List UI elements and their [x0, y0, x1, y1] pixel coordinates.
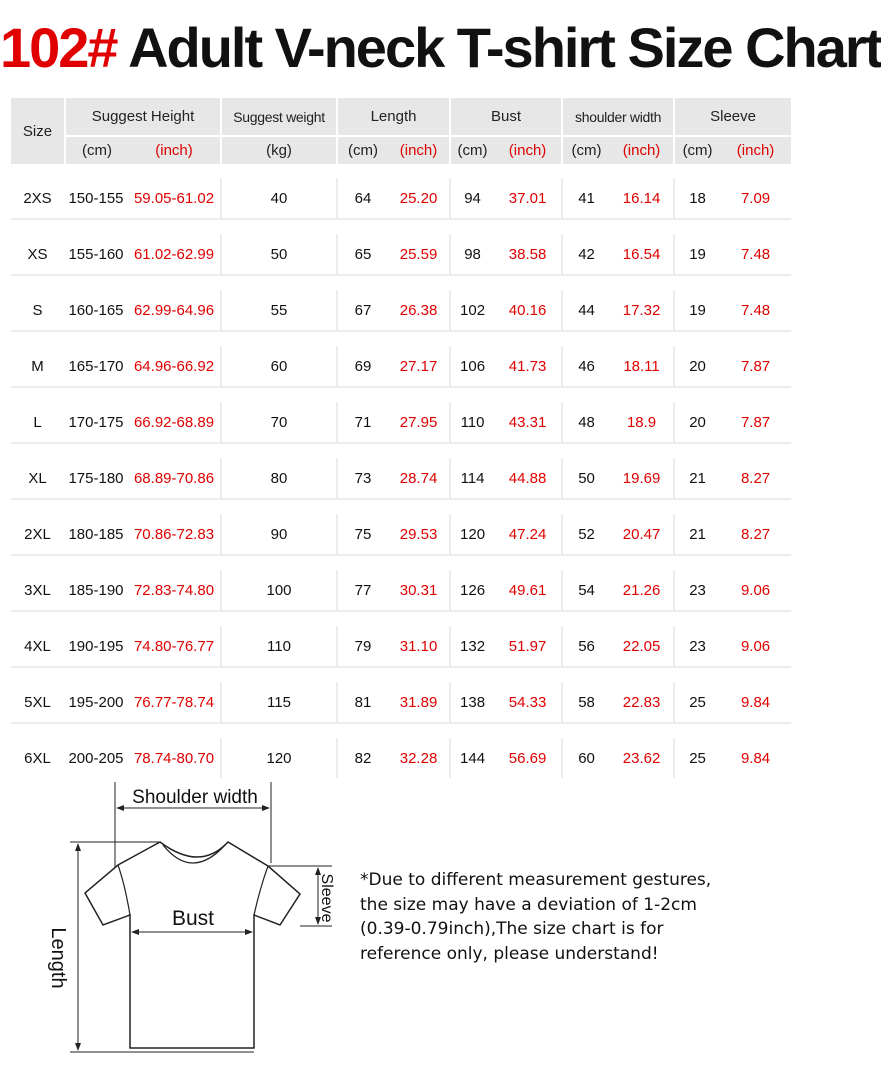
value-cell: 7.87: [740, 413, 771, 431]
value-cell: 54: [561, 570, 610, 610]
value-cell: 41.73: [508, 357, 547, 375]
value-cell: 144: [449, 738, 494, 778]
size-cell: M: [31, 357, 44, 375]
value-cell: 31.89: [399, 693, 438, 711]
value-cell: 79: [336, 626, 388, 666]
size-cell: 3XL: [24, 581, 51, 599]
size-chart-table: [11, 98, 791, 778]
value-cell: 37.01: [508, 189, 547, 207]
header-size: Size: [11, 98, 64, 164]
value-cell: 46: [561, 346, 610, 386]
value-cell: 82: [336, 738, 388, 778]
value-cell: 66.92-68.89: [133, 413, 215, 431]
note-line: (0.39-0.79inch),The size chart is for: [360, 919, 664, 939]
unit-inch: (inch): [720, 135, 791, 164]
value-cell: 26.38: [399, 301, 438, 319]
shoulder-width-label: Shoulder width: [132, 787, 258, 808]
value-cell: 52: [561, 514, 610, 554]
value-cell: 170-175: [68, 413, 124, 431]
value-cell: 110: [449, 402, 494, 442]
size-cell: 2XL: [24, 525, 51, 543]
note-line: the size may have a deviation of 1-2cm: [360, 894, 697, 915]
value-cell: 50: [561, 458, 610, 498]
size-cell: S: [32, 301, 43, 319]
value-cell: 100: [220, 570, 336, 610]
value-cell: 32.28: [399, 749, 438, 767]
value-cell: 185-190: [68, 581, 124, 599]
size-cell: 6XL: [24, 749, 51, 767]
value-cell: 9.06: [740, 581, 771, 599]
value-cell: 115: [220, 682, 336, 722]
unit-cm: (cm): [336, 135, 388, 164]
value-cell: 60: [220, 346, 336, 386]
value-cell: 44.88: [508, 469, 547, 487]
unit-cm: (cm): [561, 135, 610, 164]
value-cell: 126: [449, 570, 494, 610]
value-cell: 73: [336, 458, 388, 498]
value-cell: 120: [449, 514, 494, 554]
value-cell: 61.02-62.99: [133, 245, 215, 263]
value-cell: 23: [673, 570, 720, 610]
value-cell: 28.74: [399, 469, 438, 487]
header-height: Suggest Height: [64, 98, 220, 135]
unit-cm: (cm): [64, 135, 128, 164]
value-cell: 40.16: [508, 301, 547, 319]
value-cell: 27.17: [399, 357, 438, 375]
bust-label: Bust: [171, 907, 215, 930]
size-cell: L: [33, 413, 42, 431]
sleeve-label: Sleeve: [318, 873, 335, 923]
value-cell: 155-160: [68, 245, 124, 263]
value-cell: 23: [673, 626, 720, 666]
note-line: *Due to different measurement gestures,: [360, 870, 712, 890]
value-cell: 29.53: [399, 525, 438, 543]
value-cell: 65: [336, 234, 388, 274]
page-title: [0, 2, 881, 94]
unit-row: [11, 135, 791, 164]
header-sleeve: Sleeve: [673, 98, 791, 135]
value-cell: 23.62: [622, 749, 661, 767]
note-line: reference only, please understand!: [360, 943, 659, 964]
value-cell: 7.48: [740, 301, 771, 319]
unit-cm: (cm): [673, 135, 720, 164]
value-cell: 80: [220, 458, 336, 498]
value-cell: 69: [336, 346, 388, 386]
value-cell: 94: [449, 178, 494, 218]
size-cell: 4XL: [24, 637, 51, 655]
value-cell: 27.95: [399, 413, 438, 431]
value-cell: 20.47: [622, 525, 661, 543]
value-cell: 7.87: [740, 357, 771, 375]
table-row: [11, 346, 791, 386]
header-row: [11, 98, 791, 135]
value-cell: 165-170: [68, 357, 124, 375]
value-cell: 8.27: [740, 469, 771, 487]
value-cell: 74.80-76.77: [133, 637, 215, 655]
value-cell: 51.97: [508, 637, 547, 655]
value-cell: 62.99-64.96: [133, 301, 215, 319]
table-row: [11, 682, 791, 722]
unit-inch: (inch): [128, 135, 220, 164]
value-cell: 20: [673, 346, 720, 386]
value-cell: 138: [449, 682, 494, 722]
header-bust: Bust: [449, 98, 561, 135]
value-cell: 22.05: [622, 637, 661, 655]
value-cell: 49.61: [508, 581, 547, 599]
value-cell: 81: [336, 682, 388, 722]
table-row: [11, 570, 791, 610]
title-text: Adult V-neck T-shirt Size Chart: [128, 16, 881, 79]
value-cell: 160-165: [68, 301, 124, 319]
value-cell: 19: [673, 290, 720, 330]
value-cell: 132: [449, 626, 494, 666]
value-cell: 9.06: [740, 637, 771, 655]
table-row: [11, 626, 791, 666]
unit-cm: (cm): [449, 135, 494, 164]
value-cell: 76.77-78.74: [133, 693, 215, 711]
value-cell: 30.31: [399, 581, 438, 599]
value-cell: 7.09: [740, 189, 771, 207]
table-row: [11, 458, 791, 498]
value-cell: 43.31: [508, 413, 547, 431]
table-row: [11, 402, 791, 442]
value-cell: 195-200: [68, 693, 124, 711]
value-cell: 18: [673, 178, 720, 218]
value-cell: 71: [336, 402, 388, 442]
value-cell: 56: [561, 626, 610, 666]
unit-inch: (inch): [494, 135, 561, 164]
value-cell: 31.10: [399, 637, 438, 655]
value-cell: 16.14: [622, 189, 661, 207]
header-length: Length: [336, 98, 449, 135]
value-cell: 68.89-70.86: [133, 469, 215, 487]
value-cell: 55: [220, 290, 336, 330]
size-cell: XS: [27, 245, 48, 263]
value-cell: 67: [336, 290, 388, 330]
value-cell: 110: [220, 626, 336, 666]
value-cell: 120: [220, 738, 336, 778]
unit-inch: (inch): [388, 135, 449, 164]
table-row: [11, 514, 791, 554]
value-cell: 72.83-74.80: [133, 581, 215, 599]
length-label: Length: [47, 927, 69, 989]
value-cell: 25.20: [399, 189, 438, 207]
unit-kg: (kg): [220, 135, 336, 164]
value-cell: 8.27: [740, 525, 771, 543]
value-cell: 102: [449, 290, 494, 330]
value-cell: 40: [220, 178, 336, 218]
value-cell: 75: [336, 514, 388, 554]
value-cell: 54.33: [508, 693, 547, 711]
value-cell: 21: [673, 514, 720, 554]
value-cell: 25.59: [399, 245, 438, 263]
value-cell: 50: [220, 234, 336, 274]
size-cell: 5XL: [24, 693, 51, 711]
value-cell: 19.69: [622, 469, 661, 487]
value-cell: 42: [561, 234, 610, 274]
value-cell: 21: [673, 458, 720, 498]
value-cell: 48: [561, 402, 610, 442]
value-cell: 150-155: [68, 189, 124, 207]
value-cell: 47.24: [508, 525, 547, 543]
value-cell: 180-185: [68, 525, 124, 543]
value-cell: 20: [673, 402, 720, 442]
value-cell: 18.9: [626, 413, 657, 431]
value-cell: 60: [561, 738, 610, 778]
value-cell: 17.32: [622, 301, 661, 319]
value-cell: 64: [336, 178, 388, 218]
value-cell: 9.84: [740, 693, 771, 711]
size-cell: XL: [28, 469, 47, 487]
value-cell: 58: [561, 682, 610, 722]
title-number: 102#: [0, 16, 117, 79]
value-cell: 106: [449, 346, 494, 386]
header-weight: Suggest weight: [220, 98, 336, 135]
table-row: [11, 178, 791, 218]
value-cell: 9.84: [740, 749, 771, 767]
value-cell: 41: [561, 178, 610, 218]
value-cell: 44: [561, 290, 610, 330]
value-cell: 190-195: [68, 637, 124, 655]
value-cell: 25: [673, 682, 720, 722]
value-cell: 22.83: [622, 693, 661, 711]
table-row: [11, 290, 791, 330]
value-cell: 78.74-80.70: [133, 749, 215, 767]
value-cell: 64.96-66.92: [133, 357, 215, 375]
value-cell: 19: [673, 234, 720, 274]
value-cell: 114: [449, 458, 494, 498]
value-cell: 200-205: [68, 749, 124, 767]
value-cell: 7.48: [740, 245, 771, 263]
header-shoulder: shoulder width: [561, 98, 673, 135]
value-cell: 56.69: [508, 749, 547, 767]
disclaimer-note: [360, 868, 780, 966]
value-cell: 70.86-72.83: [133, 525, 215, 543]
value-cell: 59.05-61.02: [133, 189, 215, 207]
value-cell: 21.26: [622, 581, 661, 599]
unit-inch: (inch): [610, 135, 673, 164]
value-cell: 38.58: [508, 245, 547, 263]
size-rows: [11, 164, 791, 778]
value-cell: 98: [449, 234, 494, 274]
value-cell: 90: [220, 514, 336, 554]
value-cell: 175-180: [68, 469, 124, 487]
value-cell: 18.11: [623, 357, 660, 375]
value-cell: 16.54: [622, 245, 661, 263]
tshirt-outline: [85, 842, 300, 1048]
size-cell: 2XS: [23, 189, 52, 207]
value-cell: 77: [336, 570, 388, 610]
value-cell: 25: [673, 738, 720, 778]
value-cell: 70: [220, 402, 336, 442]
table-row: [11, 234, 791, 274]
